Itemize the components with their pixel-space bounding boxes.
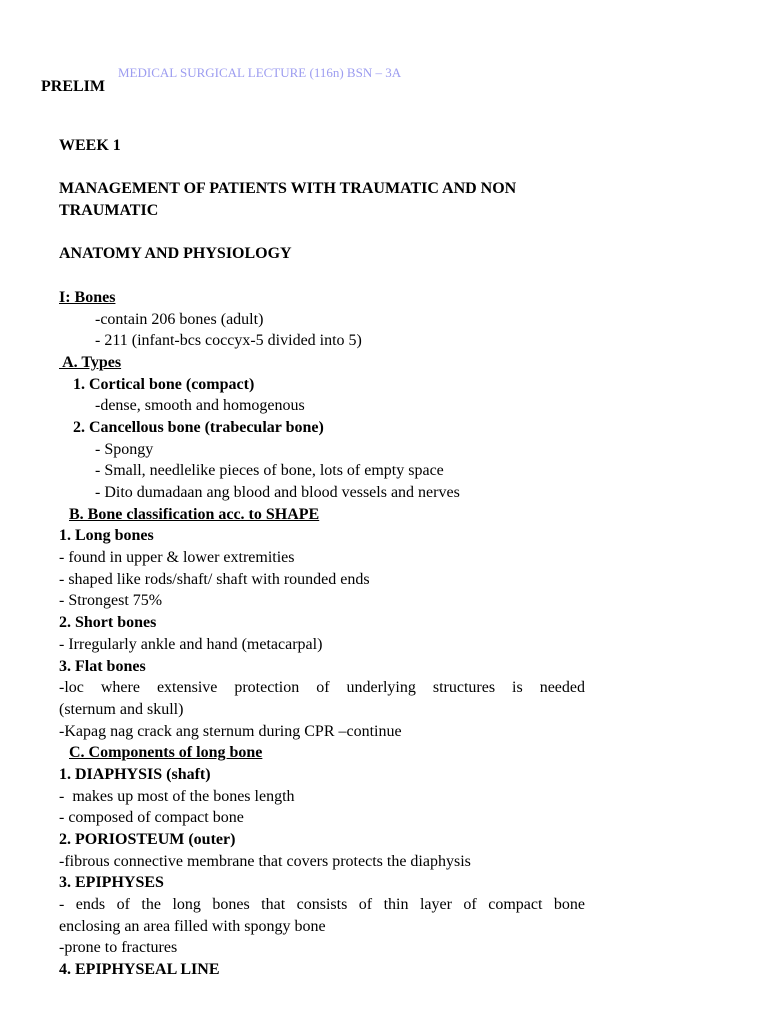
list-item-continued: enclosing an area filled with spongy bone: [59, 917, 326, 935]
list-item: -prone to fractures: [59, 939, 178, 957]
diaphysis-title: 1. DIAPHYSIS (shaft): [59, 765, 211, 783]
periosteum-title: 2. PORIOSTEUM (outer): [59, 831, 236, 849]
list-item-continued: (sternum and skull): [59, 700, 184, 718]
types-heading: A. Types: [59, 353, 122, 371]
list-item: - Dito dumadaan ang blood and blood vessels and nerves: [95, 484, 460, 501]
list-item: - Small, needlelike pieces of bone, lots of empty space: [95, 462, 444, 480]
epiphyses-title: 3. EPIPHYSES: [59, 874, 164, 892]
course-header: MEDICAL SURGICAL LECTURE (116n) BSN – 3A: [118, 65, 402, 80]
title-line-1: MANAGEMENT OF PATIENTS WITH TRAUMATIC AND NON: [59, 180, 517, 198]
list-item: -dense, smooth and homogenous: [95, 397, 305, 415]
short-bones-title: 2. Short bones: [59, 614, 157, 632]
list-item: - Spongy: [95, 440, 154, 458]
section-heading: ANATOMY AND PHYSIOLOGY: [59, 245, 292, 263]
bones-heading: I: Bones: [59, 288, 116, 306]
list-item: -fibrous connective membrane that covers protects the diaphysis: [59, 852, 471, 870]
list-item: - composed of compact bone: [59, 809, 244, 827]
document-body: [59, 135, 585, 981]
week-heading: WEEK 1: [59, 137, 121, 154]
epiphyseal-line-title: 4. EPIPHYSEAL LINE: [59, 961, 220, 979]
type2-title: 2. Cancellous bone (trabecular bone): [73, 418, 324, 436]
list-item: - makes up most of the bones length: [59, 787, 295, 805]
list-item: - ends of the long bones that consists of thin layer of compact bone: [59, 896, 585, 914]
list-item: - found in upper & lower extremities: [59, 549, 295, 567]
list-item: -contain 206 bones (adult): [95, 310, 264, 328]
classification-heading: B. Bone classification acc. to SHAPE: [69, 505, 320, 523]
list-item: - shaped like rods/shaft/ shaft with rounded ends: [59, 570, 370, 588]
flat-bones-title: 3. Flat bones: [59, 657, 146, 675]
list-item: -loc where extensive protection of underlying structures is needed: [59, 679, 585, 697]
term-label: PRELIM: [41, 78, 105, 95]
list-item: -Kapag nag crack ang sternum during CPR –continue: [59, 722, 402, 740]
list-item: - Irregularly ankle and hand (metacarpal): [59, 635, 323, 653]
list-item: - Strongest 75%: [59, 592, 163, 610]
long-bones-title: 1. Long bones: [59, 527, 154, 545]
type1-title: 1. Cortical bone (compact): [73, 375, 255, 393]
list-item: - 211 (infant-bcs coccyx-5 divided into 5): [95, 332, 362, 350]
components-heading: C. Components of long bone: [69, 744, 263, 762]
title-line-2: TRAUMATIC: [59, 202, 159, 220]
